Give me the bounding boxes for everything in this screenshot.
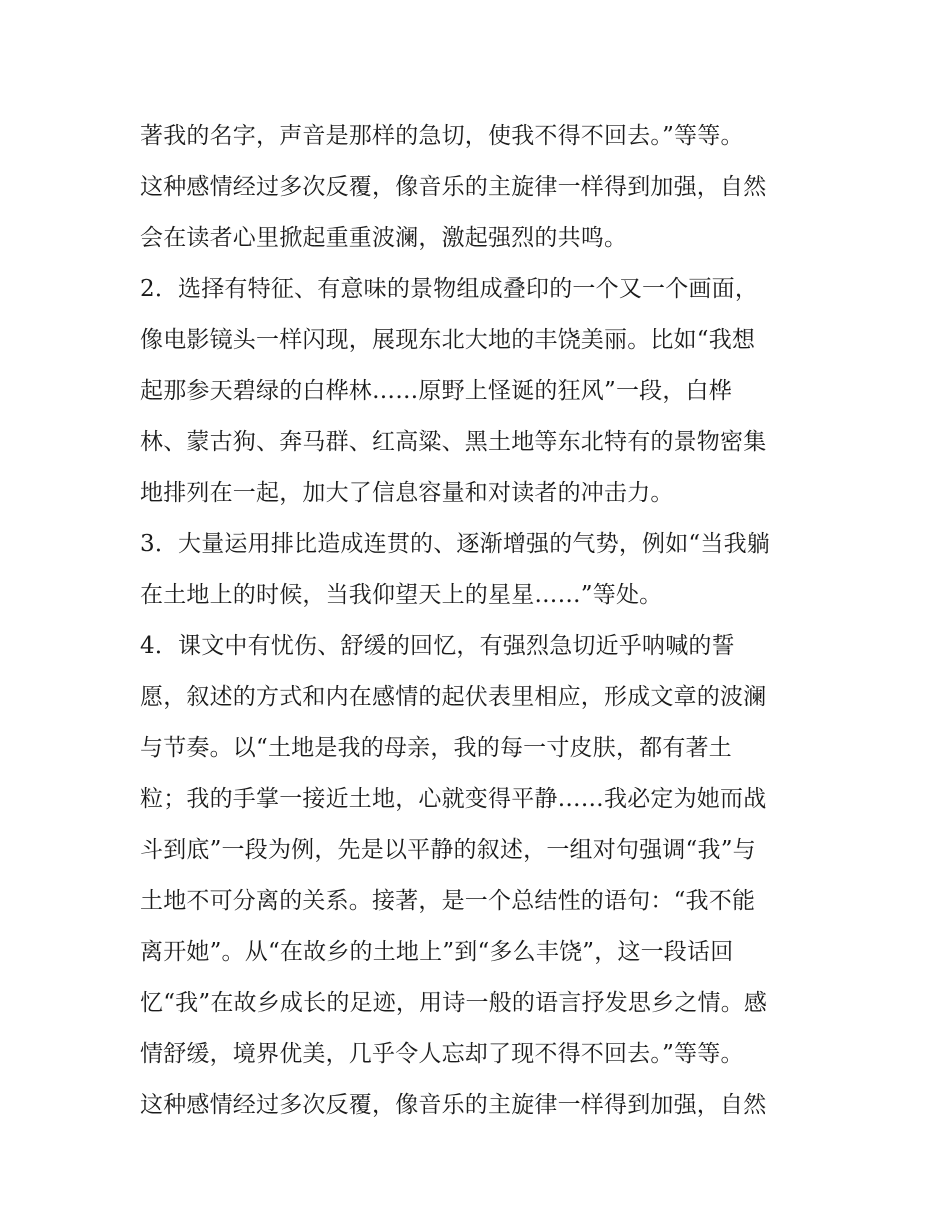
text-line: 3．大量运用排比造成连贯的、逐渐增强的气势，例如“当我躺 [140,531,770,557]
text-line: 忆“我”在故乡成长的足迹，用诗一般的语言抒发思乡之情。感 [140,990,768,1016]
text-line: 这种感情经过多次反覆，像音乐的主旋律一样得到加强，自然 [140,174,767,200]
text-line: 像电影镜头一样闪现，展现东北大地的丰饶美丽。比如“我想 [140,327,756,353]
text-line: 在土地上的时候，当我仰望天上的星星……”等处。 [140,582,663,608]
text-line: 情舒缓，境界优美，几乎令人忘却了现不得不回去。”等等。 [140,1041,744,1067]
text-line: 粒；我的手掌一接近土地，心就变得平静……我必定为她而战 [140,786,767,812]
text-line: 4．课文中有忧伤、舒缓的回忆，有强烈急切近乎呐喊的誓 [140,633,735,659]
text-line: 会在读者心里掀起重重波澜，激起强烈的共鸣。 [140,225,628,251]
body-text [140,111,830,1131]
text-line: 愿，叙述的方式和内在感情的起伏表里相应，形成文章的波澜 [140,684,767,710]
text-line: 著我的名字，声音是那样的急切，使我不得不回去。”等等。 [140,123,744,149]
text-line: 土地不可分离的关系。接著，是一个总结性的语句：“我不能 [140,888,756,914]
text-line: 这种感情经过多次反覆，像音乐的主旋律一样得到加强，自然 [140,1092,767,1118]
text-line: 与节奏。以“土地是我的母亲，我的每一寸皮肤，都有著土 [140,735,732,761]
text-line: 离开她”。从“在故乡的土地上”到“多么丰饶”，这一段话回 [140,939,734,965]
text-line: 地排列在一起，加大了信息容量和对读者的冲击力。 [140,480,674,506]
text-line: 林、蒙古狗、奔马群、红高粱、黑土地等东北特有的景物密集 [140,429,767,455]
text-line: 2．选择有特征、有意味的景物组成叠印的一个又一个画面， [140,276,759,302]
text-line: 起那参天碧绿的白桦林……原野上怪诞的狂风”一段，白桦 [140,378,732,404]
text-line: 斗到底”一段为例，先是以平静的叙述，一组对句强调“我”与 [140,837,756,863]
